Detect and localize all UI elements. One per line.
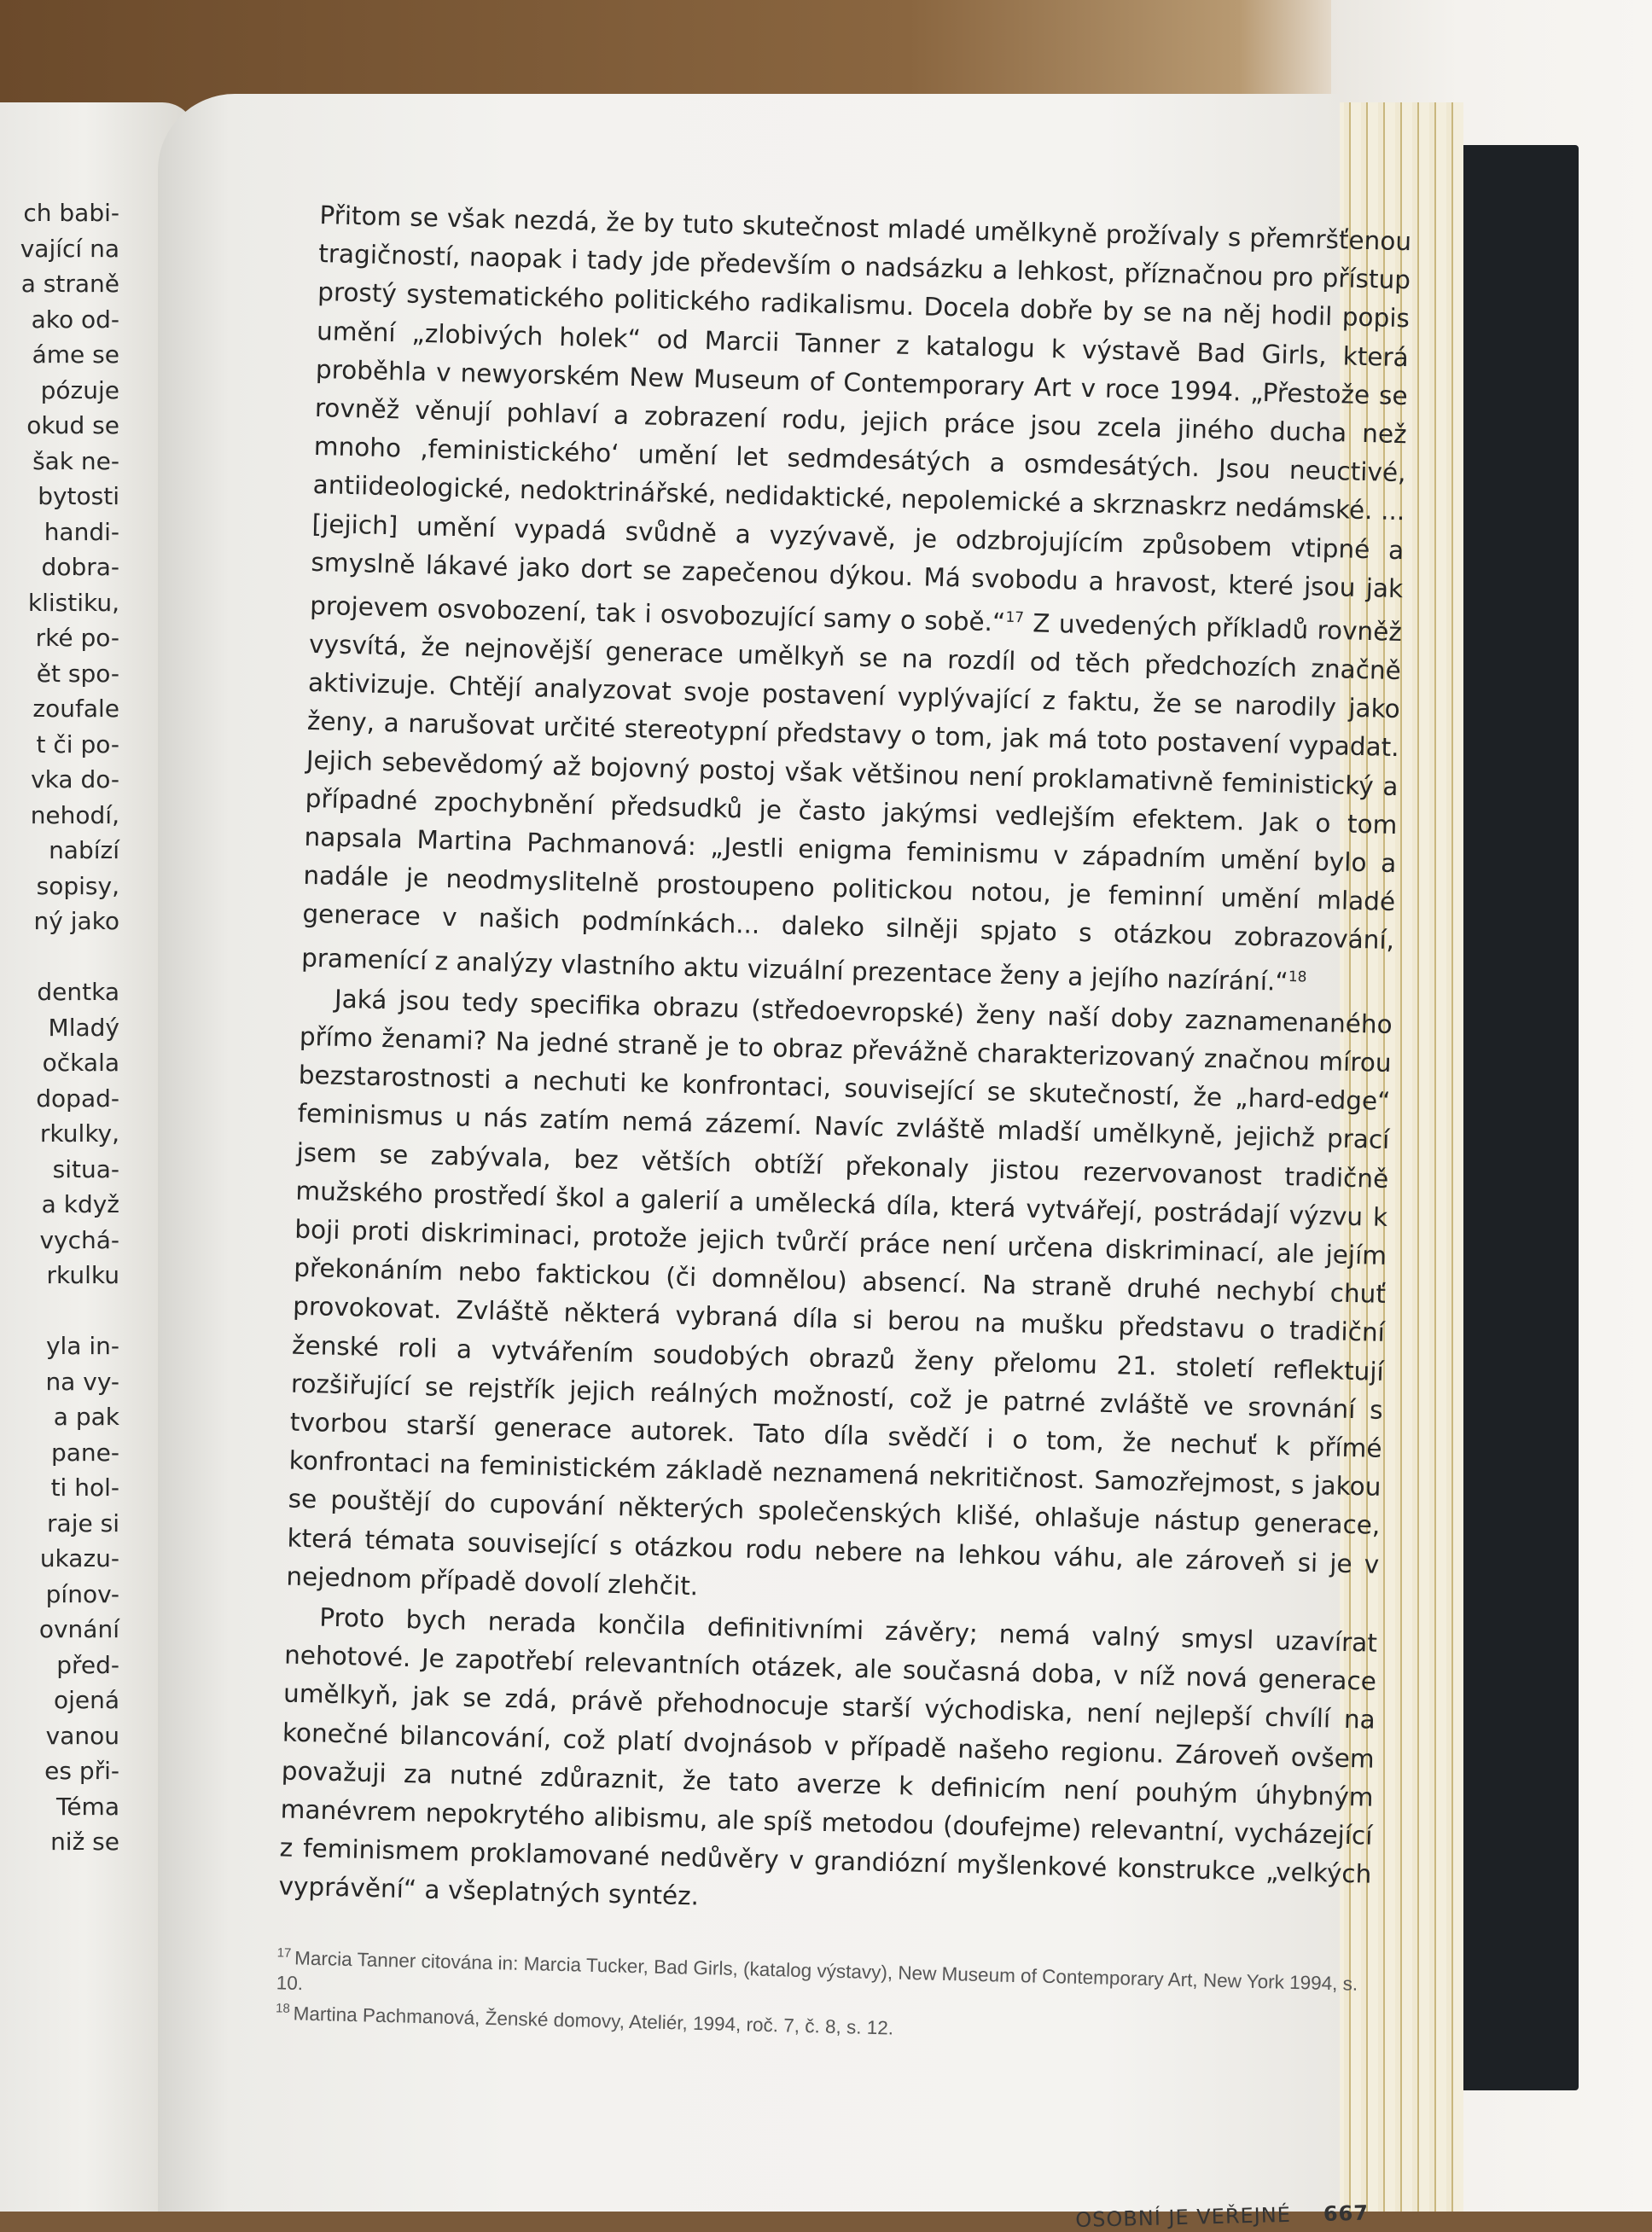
left-page-line: na vy- xyxy=(45,1367,119,1396)
left-page-line: rkulky, xyxy=(39,1119,119,1148)
page-text xyxy=(276,196,1412,2053)
left-page-line: zoufale xyxy=(32,695,119,723)
running-title: OSOBNÍ JE VEŘEJNÉ xyxy=(1075,2202,1292,2232)
left-page-line: vající na xyxy=(20,234,119,263)
left-page-line: pínov- xyxy=(45,1579,119,1608)
left-page-line: dentka xyxy=(37,978,119,1006)
left-page-line: vka do- xyxy=(31,765,119,793)
paragraph-2: Jaká jsou tedy specifika obrazu (středoevropské) ženy naší doby zaznamenaného přímo ženami? Na jedné straně je to obraz převážně charakterizovaný značnou mírou bezstarostnosti a nechuti ke konfrontaci, související se skutečností, že „hard-edge“ feminismus u nás zatím nemá zázemí. Navíc zvláště mladší umělkyně, jejichž prací jsem se zabývala, bez větších obtíží překonaly jistou rezervovanost tradičně mužského prostředí škol a galerií a umělecká díla, která vytvářejí, postrádají výzvu k boji proti diskriminaci, protože jejich tvůrčí práce není určena diskriminací, ale jejím překonáním nebo faktickou (či domnělou) absencí. Na straně druhé nechybí chuť provokovat. Zvláště některá vybraná díla si berou na mušku představu o tradiční ženské roli a vytvářením soudobých obrazů ženy přelomu 21. století reflektují rozšiřující se rejstřík jejich reálných možností, což je patrné zvláště ve srovnání s tvorbou starší generace autorek. Tato díla svědčí i o tom, že nechuť k přímé konfrontaci na feministickém základě neznamená nekritičnost. Samozřejmost, s jakou se pouštějí do cupování některých společenských klišé, ohlašuje nástup generace, která témata související s otázkou rodu nebere na lehkou váhu, ale zároveň si je v nejednom případě dovolí zlehčit. xyxy=(286,984,1393,1601)
left-page-line: Mladý xyxy=(48,1013,119,1042)
left-page-line: ět spo- xyxy=(36,659,119,688)
left-page-line: ojená xyxy=(53,1686,119,1714)
running-footer xyxy=(1075,2200,1417,2232)
left-page-line: a když xyxy=(41,1190,119,1218)
left-page-line: vanou xyxy=(45,1721,119,1750)
right-page xyxy=(158,94,1412,2232)
page-number: 667 xyxy=(1323,2200,1370,2226)
left-page-line: ako od- xyxy=(31,305,119,334)
left-page-line: situa- xyxy=(52,1154,119,1183)
left-page-line: t či po- xyxy=(36,729,119,759)
left-page-line: Téma xyxy=(55,1792,119,1821)
left-page-line: handi- xyxy=(44,517,119,546)
left-page-line: es při- xyxy=(44,1757,119,1785)
left-page-line: áme se xyxy=(32,340,119,369)
left-page-line: ovnání xyxy=(38,1615,119,1643)
left-page-line: pózuje xyxy=(40,375,119,404)
left-page-line: ukazu- xyxy=(39,1544,119,1572)
left-page-line: před- xyxy=(56,1650,119,1679)
paragraph-3: Proto bych nerada končila definitivními závěry; nemá valný smysl uzavírat nehotové. Je zapotřebí relevantních otázek, ale současná doba, v níž nová generace umělkyň, jak se zdá, právě přehodnocuje starší východiska, není nejlepší chvílí na konečné bilancování, což platí dvojnásob v případě našeho regionu. Zároveň ovšem považuji za nutné zdůraznit, že tato averze k definicím není pouhým úhybným manévrem nepokrytého alibismu, ale spíš metodou (doufejme) relevantní, vycházející z feminismem proklamované nedůvěry v grandiózní myšlenkové konstrukce „velkých vyprávění“ a všeplatných syntéz. xyxy=(278,1602,1378,1911)
left-page-line: ch babi- xyxy=(23,199,119,227)
left-page-line: rké po- xyxy=(35,624,119,652)
footnote: $^{18}$ Martina Pachmanová, Ženské domovy, Ateliér, 1994, roč. 7, č. 8, s. 12. xyxy=(275,2001,894,2039)
book-cover-edge xyxy=(1451,145,1579,2090)
left-page-line: rkulku xyxy=(46,1261,119,1289)
left-page-line: nehodí, xyxy=(30,800,119,829)
left-page-line: a pak xyxy=(53,1403,119,1431)
footnote-ref-18: 18 xyxy=(1288,968,1307,986)
left-page-line: dobra- xyxy=(41,553,119,581)
left-page-line: vychá- xyxy=(39,1225,119,1254)
footnote: $^{17}$ Marcia Tanner citována in: Marcia Tucker, Bad Girls, (katalog výstavy), New Museum of Contemporary Art, New York 1994, s. 10. xyxy=(276,1944,1358,1995)
left-page-line: ný jako xyxy=(33,907,119,935)
left-page-line: ti hol- xyxy=(50,1473,119,1502)
left-page-line: raje si xyxy=(47,1508,119,1537)
footnotes xyxy=(276,1940,1370,2053)
left-page-line: sopisy, xyxy=(36,871,119,900)
left-page-line: bytosti xyxy=(38,482,119,510)
left-page-line: dopad- xyxy=(36,1084,119,1113)
left-page-line: niž se xyxy=(50,1828,119,1856)
left-page-line: a straně xyxy=(20,270,119,298)
paragraph-1: Přitom se však nezdá, že by tuto skutečnost mladé umělkyně prožívaly s přemršťenou tragičností, naopak i tady jde především o nadsázku a lehkost, příznačnou pro přístup prostý systematického politického radikalismu. Docela dobře by se na něj hodil popis umění „zlobivých holek“ od Marcii Tanner z katalogu k výstavě Bad Girls, která proběhla v newyorském New Museum of Contemporary Art v roce 1994. „Přestože se rovněž věnují pohlaví a zobrazení rodu, jejich práce jsou zcela jiného ducha než mnoho ‚feministického‘ umění let sedmdesátých a osmdesátých. Jsou neuctivé, antiideologické, nedoktrinářské, nedidaktické, nepolemické a skrznaskrz nedámské. ... [jejich] umění vypadá svůdně a vyzývavě, je odzbrojujícím způsobem vtipné a smyslně lákavé jako dort se zapečenou dýkou. Má svobodu a hravost, které jsou jak projevem osvobození, tak i osvobozující samy o sobě.“$^{17}$ Z uvedených příkladů rovněž vysvítá, že nejnovější generace umělkyň se na rozdíl od těch předchozích značně aktivizuje. Chtějí analyzovat svoje postavení vyplývající z faktu, že se narodily jako ženy, a narušovat určité stereotypní představy o tom, jak má toto postavení vypadat. Jejich sebevědomý až bojovný postoj však většinou není proklamativně feministický a případné zpochybnění předsudků je často jakýmsi vedlejším efektem. Jak o tom napsala Martina Pachmanová: „Jestli enigma feminismu v západním umění bylo a nadále je neodmyslitelně prostoupeno politickou notou, je feminní umění mladé generace v našich podmínkách... daleko silněji spjato s otázkou zobrazování, pramenící z analýzy vlastního aktu vizuální prezentace ženy a jejího nazírání.“$^{18}$ xyxy=(300,200,1412,997)
left-page-line: šak ne- xyxy=(32,446,119,475)
left-page-line: nabízí xyxy=(49,836,119,864)
left-page-line: yla in- xyxy=(45,1332,119,1360)
left-page-line: pane- xyxy=(50,1438,119,1467)
left-page-line: klistiku, xyxy=(27,588,119,617)
footnote-ref-17: 17 xyxy=(1005,608,1025,627)
left-page-line: očkala xyxy=(42,1049,119,1077)
left-page-line: okud se xyxy=(26,411,119,439)
